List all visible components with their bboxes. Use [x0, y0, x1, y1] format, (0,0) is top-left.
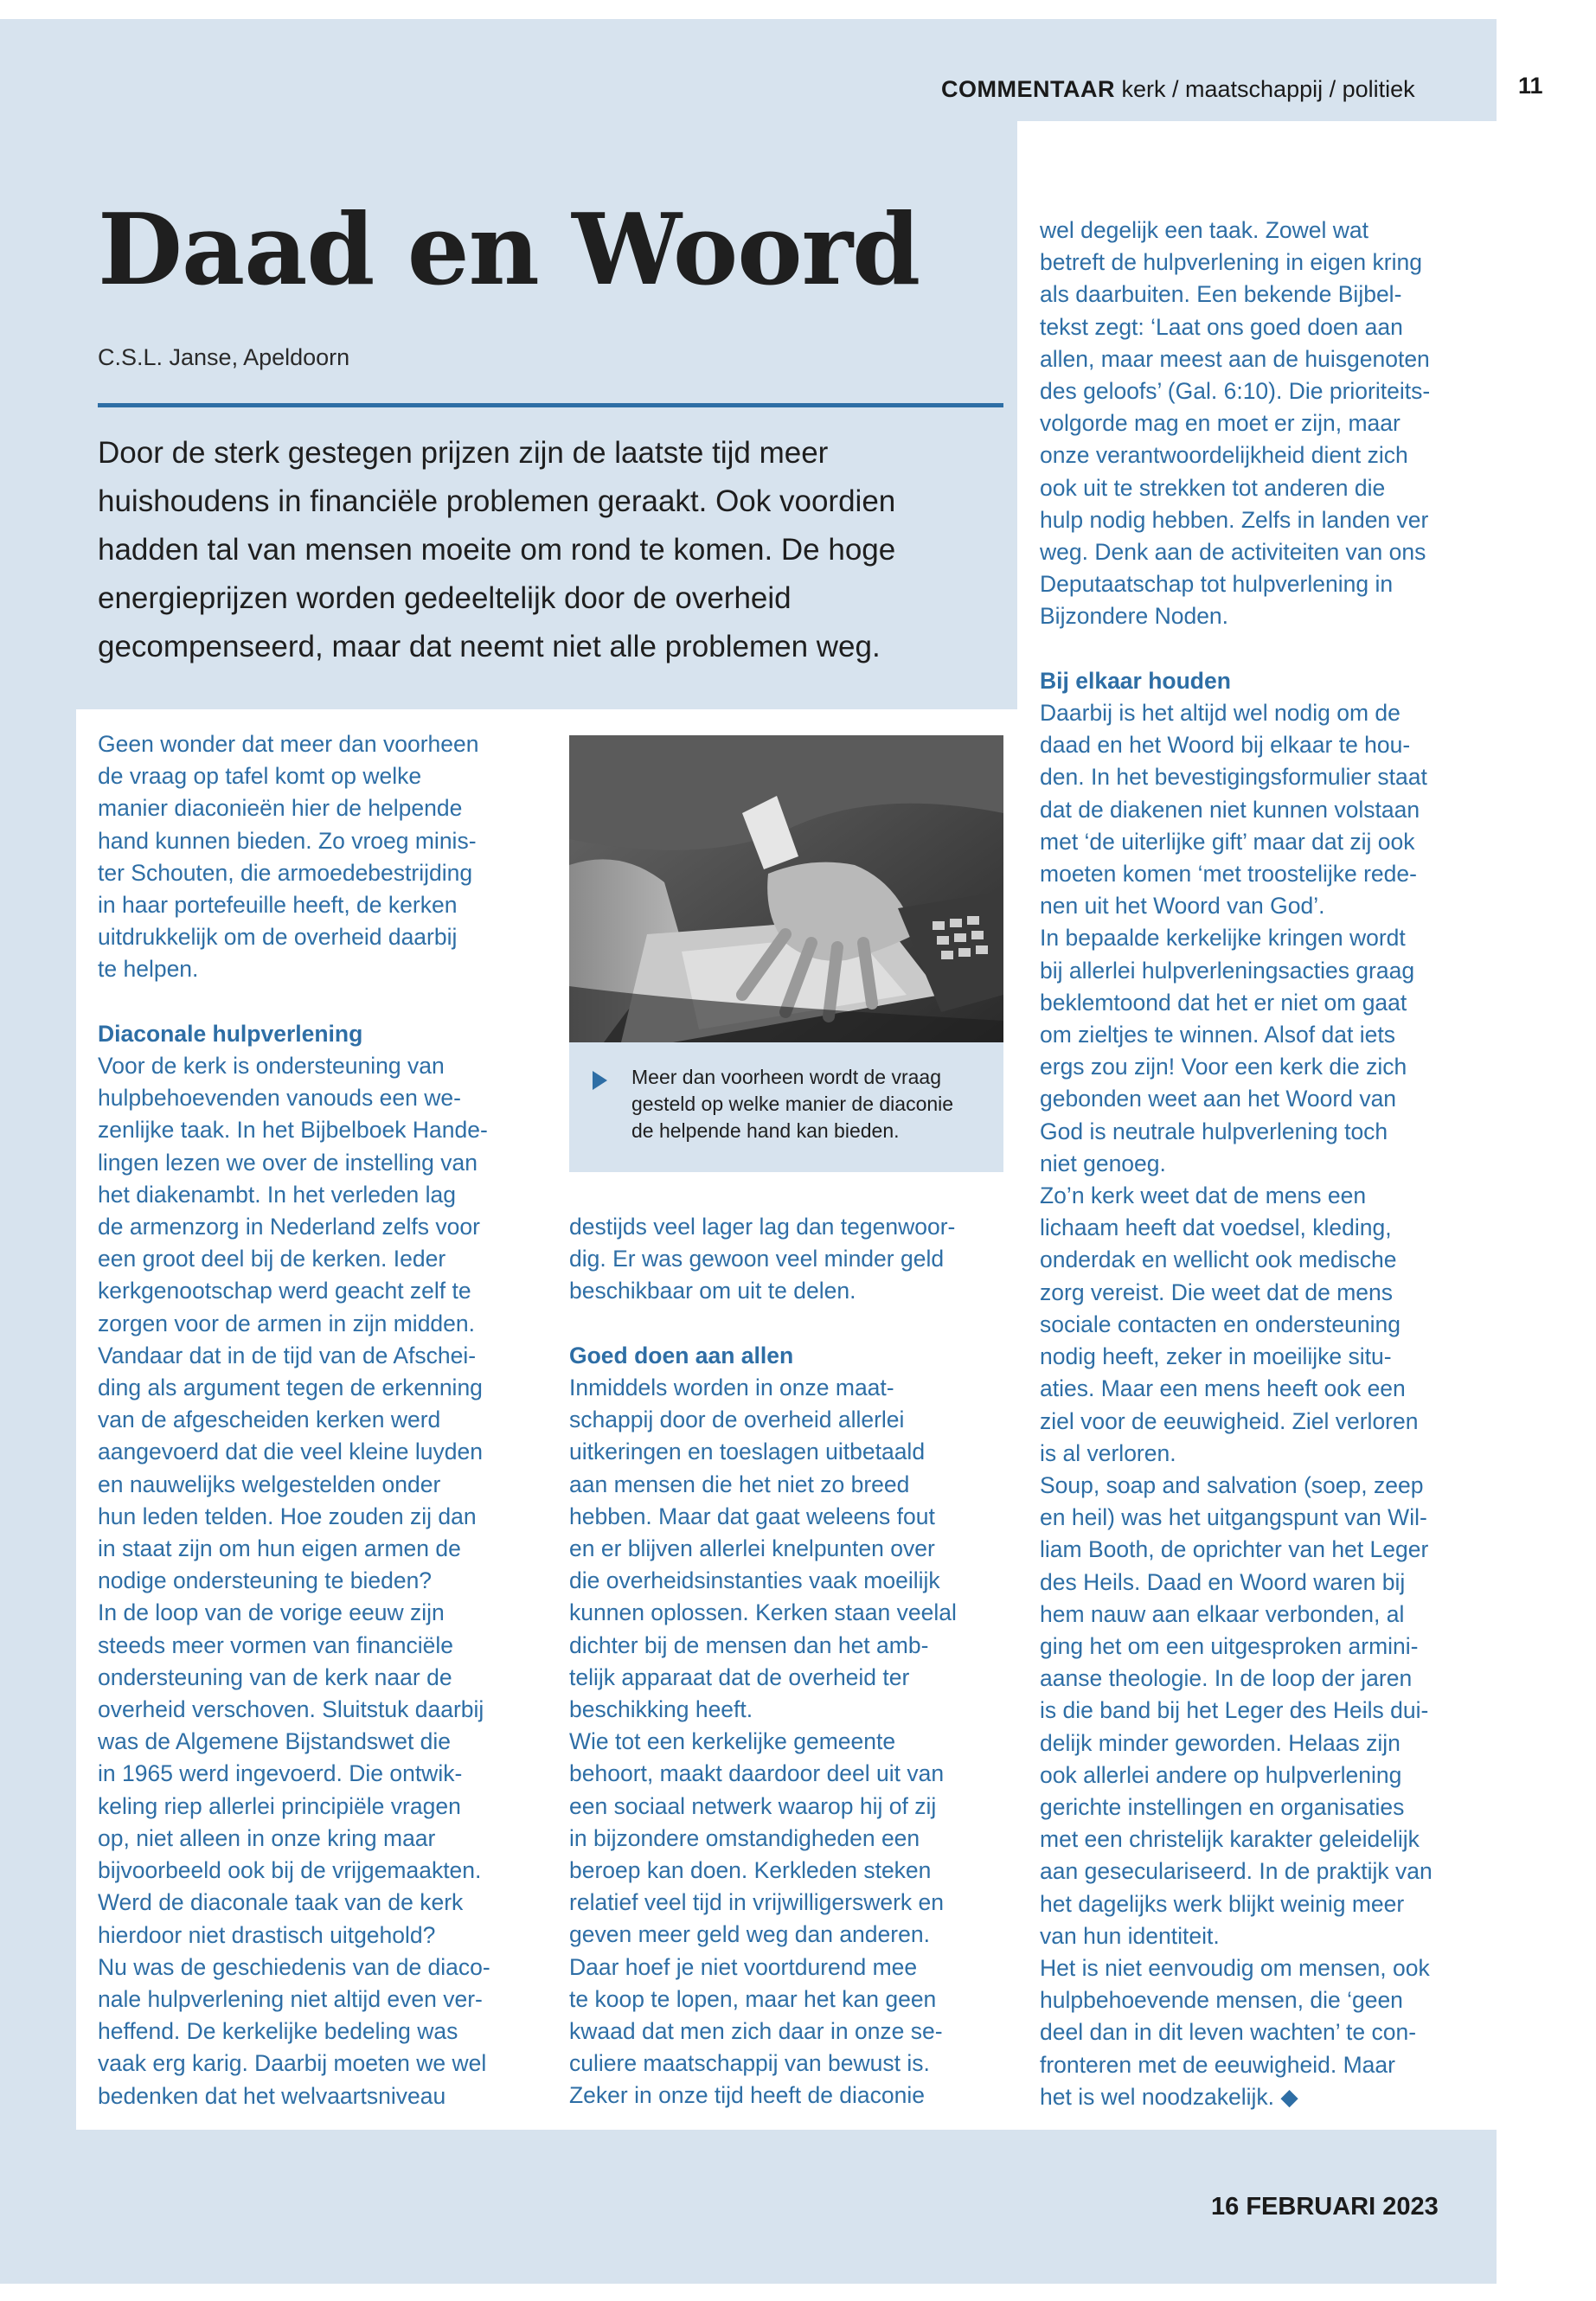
- text-line: ook uit te strekken tot anderen die: [1040, 474, 1386, 501]
- text-line: beklemtoond dat het er niet om gaat: [1040, 989, 1407, 1016]
- text-line: uitdrukkelijk om de overheid daarbij: [98, 924, 458, 951]
- paragraph-gap: [1040, 633, 1490, 665]
- text-line: te helpen.: [98, 956, 199, 983]
- text-line: des Heils. Daad en Woord waren bij: [1040, 1568, 1406, 1595]
- text-line: Inmiddels worden in onze maat-: [569, 1375, 894, 1400]
- text-line: van de afgescheiden kerken werd: [98, 1407, 441, 1433]
- text-line: als daarbuiten. Een bekende Bijbel-: [1040, 281, 1402, 308]
- text-line: aan geseculariseerd. In de praktijk van: [1040, 1858, 1433, 1885]
- text-line: en heil) was het uitgangspunt van Wil-: [1040, 1504, 1427, 1531]
- text-line: kunnen oplossen. Kerken staan veelal: [569, 1599, 957, 1626]
- text-line: niet genoeg.: [1040, 1150, 1166, 1176]
- text-line: Daarbij is het altijd wel nodig om de: [1040, 700, 1401, 727]
- subheading: Goed doen aan allen: [569, 1342, 794, 1368]
- text-line: keling riep allerlei principiële vragen: [98, 1792, 461, 1819]
- text-line: nodig heeft, zeker in moeilijke situ-: [1040, 1343, 1392, 1370]
- text-line: dig. Er was gewoon veel minder geld: [569, 1246, 945, 1272]
- page-number: 11: [1518, 73, 1543, 99]
- text-line: het is wel noodzakelijk. ◆: [1040, 2083, 1298, 2110]
- text-line: vaak erg karig. Daarbij moeten we wel: [98, 2050, 487, 2077]
- text-line: hulpbehoevenden vanouds een we-: [98, 1085, 461, 1112]
- text-line: kerkgenootschap werd geacht zelf te: [98, 1278, 471, 1304]
- article-column-1: [98, 728, 548, 2112]
- text-line: zenlijke taak. In het Bijbelboek Hande-: [98, 1117, 488, 1144]
- text-line: van hun identiteit.: [1040, 1922, 1220, 1949]
- text-line: Soup, soap and salvation (soep, zeep: [1040, 1471, 1424, 1498]
- text-line: geven meer geld weg dan anderen.: [569, 1921, 930, 1948]
- text-line: heffend. De kerkelijke bedeling was: [98, 2018, 458, 2045]
- text-line: is die band bij het Leger des Heils dui-: [1040, 1697, 1429, 1724]
- text-line: de armenzorg in Nederland zelfs voor: [98, 1214, 480, 1240]
- text-line: kwaad dat men zich daar in onze se-: [569, 2018, 943, 2045]
- text-line: deel dan in dit leven wachten’ te con-: [1040, 2019, 1417, 2046]
- text-line: Werd de diaconale taak van de kerk: [98, 1889, 464, 1916]
- text-line: ding als argument tegen de erkenning: [98, 1375, 483, 1401]
- text-line: in 1965 werd ingevoerd. Die ontwik-: [98, 1760, 463, 1787]
- text-line: hem nauw aan elkaar verbonden, al: [1040, 1600, 1405, 1627]
- text-line: zorg vereist. Die weet dat de mens: [1040, 1279, 1393, 1305]
- text-line: ergs zou zijn! Voor een kerk die zich: [1040, 1054, 1407, 1080]
- text-line: in bijzondere omstandigheden een: [569, 1824, 920, 1851]
- text-line: was de Algemene Bijstandswet die: [98, 1728, 452, 1755]
- text-line: ter Schouten, die armoedebestrijding: [98, 859, 473, 886]
- subheading: Bij elkaar houden: [1040, 667, 1231, 694]
- text-line: God is neutrale hulpverlening toch: [1040, 1118, 1388, 1144]
- text-line: zorgen voor de armen in zijn midden.: [98, 1310, 476, 1336]
- text-line: sociale contacten en ondersteuning: [1040, 1311, 1401, 1337]
- text-line: beroep kan doen. Kerkleden steken: [569, 1857, 932, 1884]
- text-line: gerichte instellingen en organisaties: [1040, 1793, 1405, 1820]
- text-line: hebben. Maar dat gaat weleens fout: [569, 1503, 935, 1529]
- title-divider: [98, 403, 1003, 407]
- text-line: aangevoerd dat die veel kleine luyden: [98, 1439, 483, 1465]
- text-line: een groot deel bij de kerken. Ieder: [98, 1246, 446, 1272]
- text-line: gebonden weet aan het Woord van: [1040, 1086, 1397, 1112]
- article-photo: [569, 735, 1003, 1042]
- text-line: In de loop van de vorige eeuw zijn: [98, 1599, 445, 1626]
- text-line: de vraag op tafel komt op welke: [98, 763, 422, 790]
- text-line: en er blijven allerlei knelpunten over: [569, 1535, 935, 1562]
- paragraph-gap: [98, 986, 548, 1018]
- caption-line: Meer dan voorheen wordt de vraag: [631, 1066, 941, 1088]
- text-line: het diakenambt. In het verleden lag: [98, 1181, 456, 1208]
- intro-line: Door de sterk gestegen prijzen zijn de laatste tijd meer: [98, 436, 829, 470]
- intro-line: hadden tal van mensen moeite om rond te komen. De hoge: [98, 533, 896, 567]
- text-line: die overheidsinstanties vaak moeilijk: [569, 1567, 940, 1594]
- text-line: fronteren met de eeuwigheid. Maar: [1040, 2051, 1395, 2078]
- text-line: allen, maar meest aan de huisgenoten: [1040, 345, 1430, 372]
- text-line: Geen wonder dat meer dan voorheen: [98, 731, 479, 757]
- intro-line: gecompenseerd, maar dat neemt niet alle problemen weg.: [98, 630, 881, 663]
- text-line: Voor de kerk is ondersteuning van: [98, 1053, 445, 1080]
- text-line: Deputaatschap tot hulpverlening in: [1040, 571, 1394, 598]
- text-line: delijk minder geworden. Helaas zijn: [1040, 1729, 1401, 1756]
- text-line: hulp nodig hebben. Zelfs in landen ver: [1040, 506, 1429, 533]
- text-line: hulpbehoevende mensen, die ‘geen: [1040, 1987, 1403, 2014]
- text-line: is al verloren.: [1040, 1439, 1176, 1466]
- article-title: Daad en Woord: [98, 192, 920, 307]
- text-line: weg. Denk aan de activiteiten van ons: [1040, 539, 1426, 566]
- caption-arrow-icon: [593, 1071, 607, 1090]
- text-line: hun leden telden. Hoe zouden zij dan: [98, 1503, 477, 1529]
- photo-caption: [631, 1064, 953, 1144]
- photo-hands-paperwork-illustration: [569, 735, 1003, 1042]
- article-intro: [98, 429, 1006, 671]
- article-column-3: [1040, 215, 1490, 2113]
- text-line: Wie tot een kerkelijke gemeente: [569, 1728, 896, 1755]
- text-line: relatief veel tijd in vrijwilligerswerk en: [569, 1889, 944, 1916]
- text-line: met een christelijk karakter geleidelijk: [1040, 1826, 1420, 1853]
- text-line: liam Booth, de oprichter van het Leger: [1040, 1536, 1429, 1563]
- text-line: steeds meer vormen van financiële: [98, 1631, 453, 1658]
- text-line: telijk apparaat dat de overheid ter: [569, 1663, 910, 1690]
- caption-line: gesteld op welke manier de diaconie: [631, 1093, 954, 1115]
- text-line: in haar portefeuille heeft, de kerken: [98, 892, 458, 919]
- text-line: nen uit het Woord van God’.: [1040, 893, 1325, 920]
- text-line: des geloofs’ (Gal. 6:10). Die prioriteits-: [1040, 378, 1431, 405]
- text-line: lingen lezen we over de instelling van: [98, 1149, 478, 1176]
- text-line: onze verantwoordelijkheid dient zich: [1040, 442, 1408, 469]
- article-author: C.S.L. Janse, Apeldoorn: [98, 344, 350, 370]
- caption-line: de helpende hand kan bieden.: [631, 1119, 900, 1142]
- text-line: beschikbaar om uit te delen.: [569, 1278, 856, 1304]
- text-line: Zeker in onze tijd heeft de diaconie: [569, 2082, 926, 2109]
- text-line: daad en het Woord bij elkaar te hou-: [1040, 732, 1411, 759]
- text-line: den. In het bevestigingsformulier staat: [1040, 764, 1427, 791]
- text-line: een sociaal netwerk waarop hij of zij: [569, 1792, 937, 1819]
- text-line: culiere maatschappij van bewust is.: [569, 2050, 930, 2077]
- text-line: Daar hoef je niet voortdurend mee: [569, 1953, 918, 1980]
- text-line: in staat zijn om hun eigen armen de: [98, 1535, 461, 1562]
- text-line: bedenken dat het welvaartsniveau: [98, 2082, 446, 2109]
- text-line: Nu was de geschiedenis van de diaco-: [98, 1953, 490, 1980]
- text-line: betreft de hulpverlening in eigen kring: [1040, 249, 1422, 276]
- text-line: moeten komen ‘met troostelijke rede-: [1040, 861, 1417, 888]
- text-line: Bijzondere Noden.: [1040, 603, 1229, 630]
- text-line: behoort, maakt daardoor deel uit van: [569, 1760, 945, 1787]
- text-line: In bepaalde kerkelijke kringen wordt: [1040, 925, 1406, 952]
- section-topics: kerk / maatschappij / politiek: [1121, 76, 1415, 102]
- section-label: COMMENTAAR: [941, 76, 1115, 102]
- text-line: ook allerlei andere op hulpverlening: [1040, 1761, 1402, 1788]
- text-line: bij allerlei hulpverleningsacties graag: [1040, 957, 1415, 984]
- section-header: [941, 76, 1415, 103]
- intro-line: huishoudens in financiële problemen geraakt. Ook voordien: [98, 484, 896, 518]
- text-line: ziel voor de eeuwigheid. Ziel verloren: [1040, 1407, 1419, 1434]
- text-line: Vandaar dat in de tijd van de Afschei-: [98, 1342, 477, 1368]
- text-line: wel degelijk een taak. Zowel wat: [1040, 217, 1369, 243]
- text-line: manier diaconieën hier de helpende: [98, 795, 463, 822]
- page-margin-strip: [1497, 19, 1596, 2284]
- text-line: het dagelijks werk blijkt weinig meer: [1040, 1890, 1405, 1917]
- text-line: met ‘de uiterlijke gift’ maar dat zij ook: [1040, 828, 1415, 855]
- text-line: dat de diakenen niet kunnen volstaan: [1040, 796, 1420, 823]
- subheading: Diaconale hulpverlening: [98, 1020, 363, 1047]
- paragraph-gap: [569, 1308, 1019, 1340]
- text-line: ging het om een uitgesproken armini-: [1040, 1632, 1419, 1659]
- text-line: overheid verschoven. Sluitstuk daarbij: [98, 1696, 484, 1723]
- text-line: hierdoor niet drastisch uitgehold?: [98, 1921, 436, 1948]
- text-line: beschikking heeft.: [569, 1696, 753, 1723]
- text-line: te koop te lopen, maar het kan geen: [569, 1985, 937, 2012]
- issue-date: 16 FEBRUARI 2023: [1211, 2193, 1439, 2221]
- text-line: onderdak en wellicht ook medische: [1040, 1247, 1397, 1273]
- text-line: uitkeringen en toeslagen uitbetaald: [569, 1439, 926, 1465]
- text-line: om zieltjes te winnen. Alsof dat iets: [1040, 1022, 1395, 1048]
- text-line: tekst zegt: ‘Laat ons goed doen aan: [1040, 313, 1403, 340]
- text-line: lichaam heeft dat voedsel, kleding,: [1040, 1215, 1392, 1241]
- text-line: destijds veel lager lag dan tegenwoor-: [569, 1214, 956, 1240]
- text-line: nodige ondersteuning te bieden?: [98, 1567, 433, 1594]
- text-line: Zo’n kerk weet dat de mens een: [1040, 1183, 1367, 1209]
- text-line: aanse theologie. In de loop der jaren: [1040, 1665, 1413, 1692]
- text-line: bijvoorbeeld ook bij de vrijgemaakten.: [98, 1857, 482, 1884]
- text-line: volgorde mag en moet er zijn, maar: [1040, 410, 1401, 437]
- text-line: Het is niet eenvoudig om mensen, ook: [1040, 1954, 1430, 1981]
- text-line: schappij door de overheid allerlei: [569, 1407, 905, 1433]
- text-line: nale hulpverlening niet altijd even ver-: [98, 1985, 483, 2012]
- article-column-2: [569, 1211, 1019, 2112]
- intro-line: energieprijzen worden gedeeltelijk door de overheid: [98, 581, 792, 615]
- text-line: dichter bij de mensen dan het amb-: [569, 1631, 929, 1658]
- text-line: op, niet alleen in onze kring maar: [98, 1824, 436, 1851]
- text-line: aties. Maar een mens heeft ook een: [1040, 1375, 1406, 1402]
- text-line: hand kunnen bieden. Zo vroeg minis-: [98, 827, 477, 854]
- text-line: aan mensen die het niet zo breed: [569, 1471, 910, 1497]
- text-line: ondersteuning van de kerk naar de: [98, 1663, 452, 1690]
- text-line: en nauwelijks welgestelden onder: [98, 1471, 441, 1497]
